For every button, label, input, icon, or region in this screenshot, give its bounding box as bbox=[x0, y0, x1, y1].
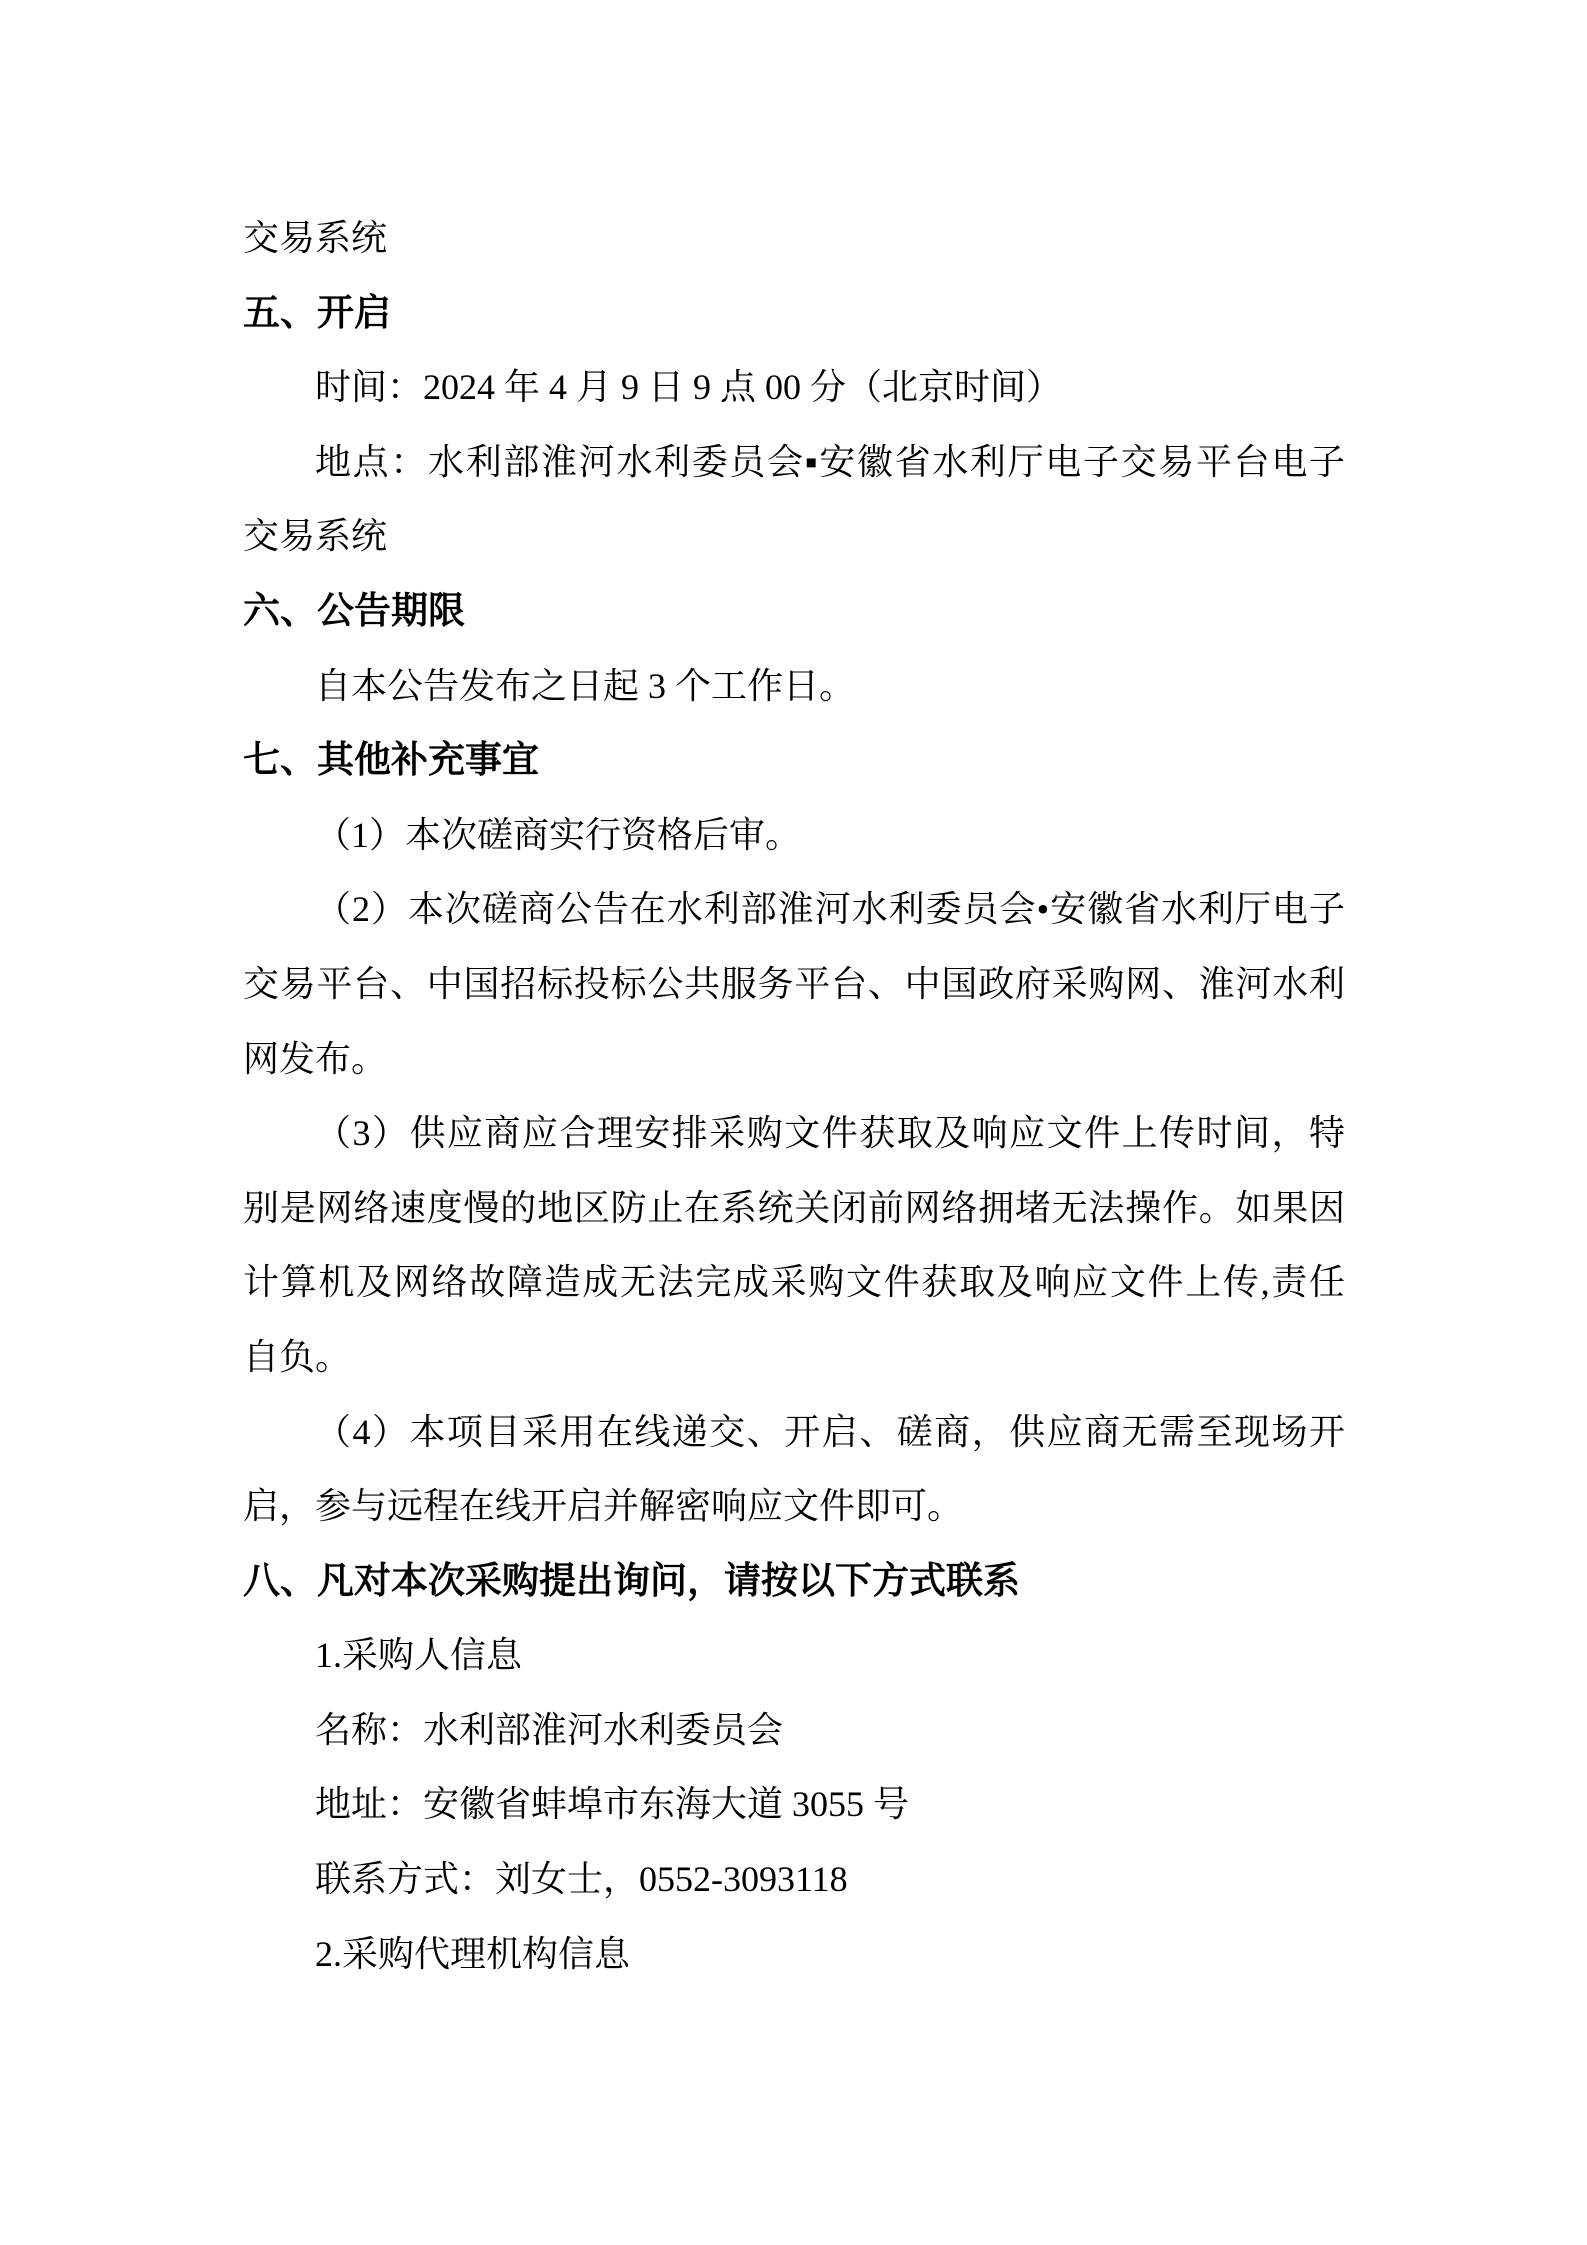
paragraph-continuation-trading-system: 交易系统 bbox=[243, 218, 388, 258]
line-opening-place: 地点：水利部淮河水利委员会▪安徽省水利厅电子交易平台电子 bbox=[315, 441, 1345, 482]
line-supplementary-item-3-cont-3: 自负。 bbox=[243, 1336, 352, 1377]
line-supplementary-item-2: （2）本次磋商公告在水利部淮河水利委员会•安徽省水利厅电子 bbox=[315, 889, 1345, 930]
line-supplementary-item-4: （4）本项目采用在线递交、开启、磋商，供应商无需至现场开 bbox=[315, 1411, 1345, 1452]
heading-section-6-announcement-period: 六、公告期限 bbox=[243, 589, 465, 631]
heading-section-8-contact: 八、凡对本次采购提出询问，请按以下方式联系 bbox=[243, 1559, 1020, 1601]
line-agency-info-title: 2.采购代理机构信息 bbox=[315, 1933, 631, 1974]
line-purchaser-contact: 联系方式：刘女士，0552-3093118 bbox=[315, 1859, 848, 1900]
line-purchaser-address: 地址：安徽省蚌埠市东海大道 3055 号 bbox=[315, 1784, 910, 1825]
line-supplementary-item-1: （1）本次磋商实行资格后审。 bbox=[315, 814, 802, 855]
line-supplementary-item-2-cont-2: 网发布。 bbox=[243, 1038, 388, 1079]
line-opening-place-cont: 交易系统 bbox=[243, 516, 388, 557]
line-purchaser-info-title: 1.采购人信息 bbox=[315, 1635, 523, 1676]
heading-section-7-supplementary: 七、其他补充事宜 bbox=[243, 739, 539, 781]
line-supplementary-item-2-cont-1: 交易平台、中国招标投标公共服务平台、中国政府采购网、淮河水利 bbox=[243, 963, 1345, 1004]
line-supplementary-item-4-cont: 启，参与远程在线开启并解密响应文件即可。 bbox=[243, 1486, 964, 1527]
heading-section-5-opening: 五、开启 bbox=[243, 291, 391, 333]
line-purchaser-name: 名称：水利部淮河水利委员会 bbox=[315, 1709, 784, 1750]
document-text-block bbox=[243, 201, 1345, 1991]
line-announcement-period: 自本公告发布之日起 3 个工作日。 bbox=[315, 665, 856, 706]
line-opening-time: 时间：2024 年 4 月 9 日 9 点 00 分（北京时间） bbox=[315, 367, 1063, 408]
line-supplementary-item-3-cont-2: 计算机及网络故障造成无法完成采购文件获取及响应文件上传,责任 bbox=[243, 1262, 1345, 1303]
line-supplementary-item-3-cont-1: 别是网络速度慢的地区防止在系统关闭前网络拥堵无法操作。如果因 bbox=[243, 1187, 1345, 1228]
line-supplementary-item-3: （3）供应商应合理安排采购文件获取及响应文件上传时间，特 bbox=[315, 1113, 1345, 1154]
